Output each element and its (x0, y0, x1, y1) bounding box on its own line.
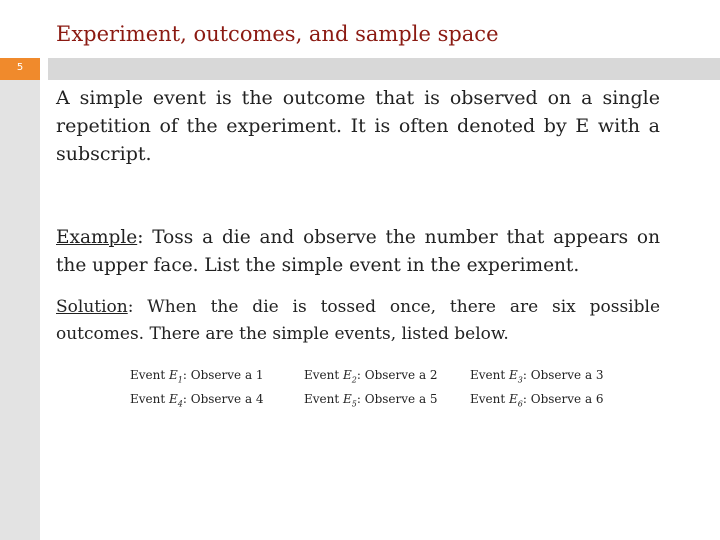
event-text: : Observe a 2 (356, 368, 438, 382)
event-subscript: 6 (517, 399, 523, 409)
example-text: : Toss a die and observe the number that appears on the upper face. List the simple event in the experiment. (56, 227, 660, 276)
event-letter: E (169, 368, 178, 382)
solution-label: Solution (56, 297, 128, 317)
definition-paragraph: A simple event is the outcome that is observed on a single repetition of the experiment. It is often denoted by E with a subscript. (56, 87, 660, 165)
example-paragraph (56, 224, 660, 280)
event-prefix: Event (304, 392, 344, 406)
slide-title: Experiment, outcomes, and sample space (56, 22, 499, 46)
event-item (304, 368, 438, 384)
event-letter: E (343, 368, 352, 382)
event-subscript: 3 (517, 375, 523, 385)
side-bar (0, 58, 40, 540)
event-subscript: 1 (177, 375, 183, 385)
solution-paragraph (56, 294, 660, 348)
event-letter: E (509, 392, 518, 406)
event-text: : Observe a 1 (182, 368, 264, 382)
event-prefix: Event (130, 392, 170, 406)
event-letter: E (169, 392, 178, 406)
event-letter: E (509, 368, 518, 382)
event-text: : Observe a 5 (356, 392, 438, 406)
event-prefix: Event (304, 368, 344, 382)
event-subscript: 4 (177, 399, 183, 409)
header-bar (48, 58, 720, 80)
event-item (470, 368, 604, 384)
event-prefix: Event (470, 368, 510, 382)
example-label: Example (56, 227, 138, 248)
event-subscript: 2 (351, 375, 357, 385)
slide-number: 5 (16, 62, 24, 73)
event-item (304, 392, 438, 408)
event-text: : Observe a 3 (522, 368, 604, 382)
event-prefix: Event (130, 368, 170, 382)
event-item (130, 392, 264, 408)
event-letter: E (343, 392, 352, 406)
event-subscript: 5 (351, 399, 357, 409)
event-text: : Observe a 4 (182, 392, 264, 406)
event-item (470, 392, 604, 408)
event-item (130, 368, 264, 384)
event-prefix: Event (470, 392, 510, 406)
event-text: : Observe a 6 (522, 392, 604, 406)
solution-text: : When the die is tossed once, there are six possible outcomes. There are the simple events, listed below. (56, 297, 660, 344)
